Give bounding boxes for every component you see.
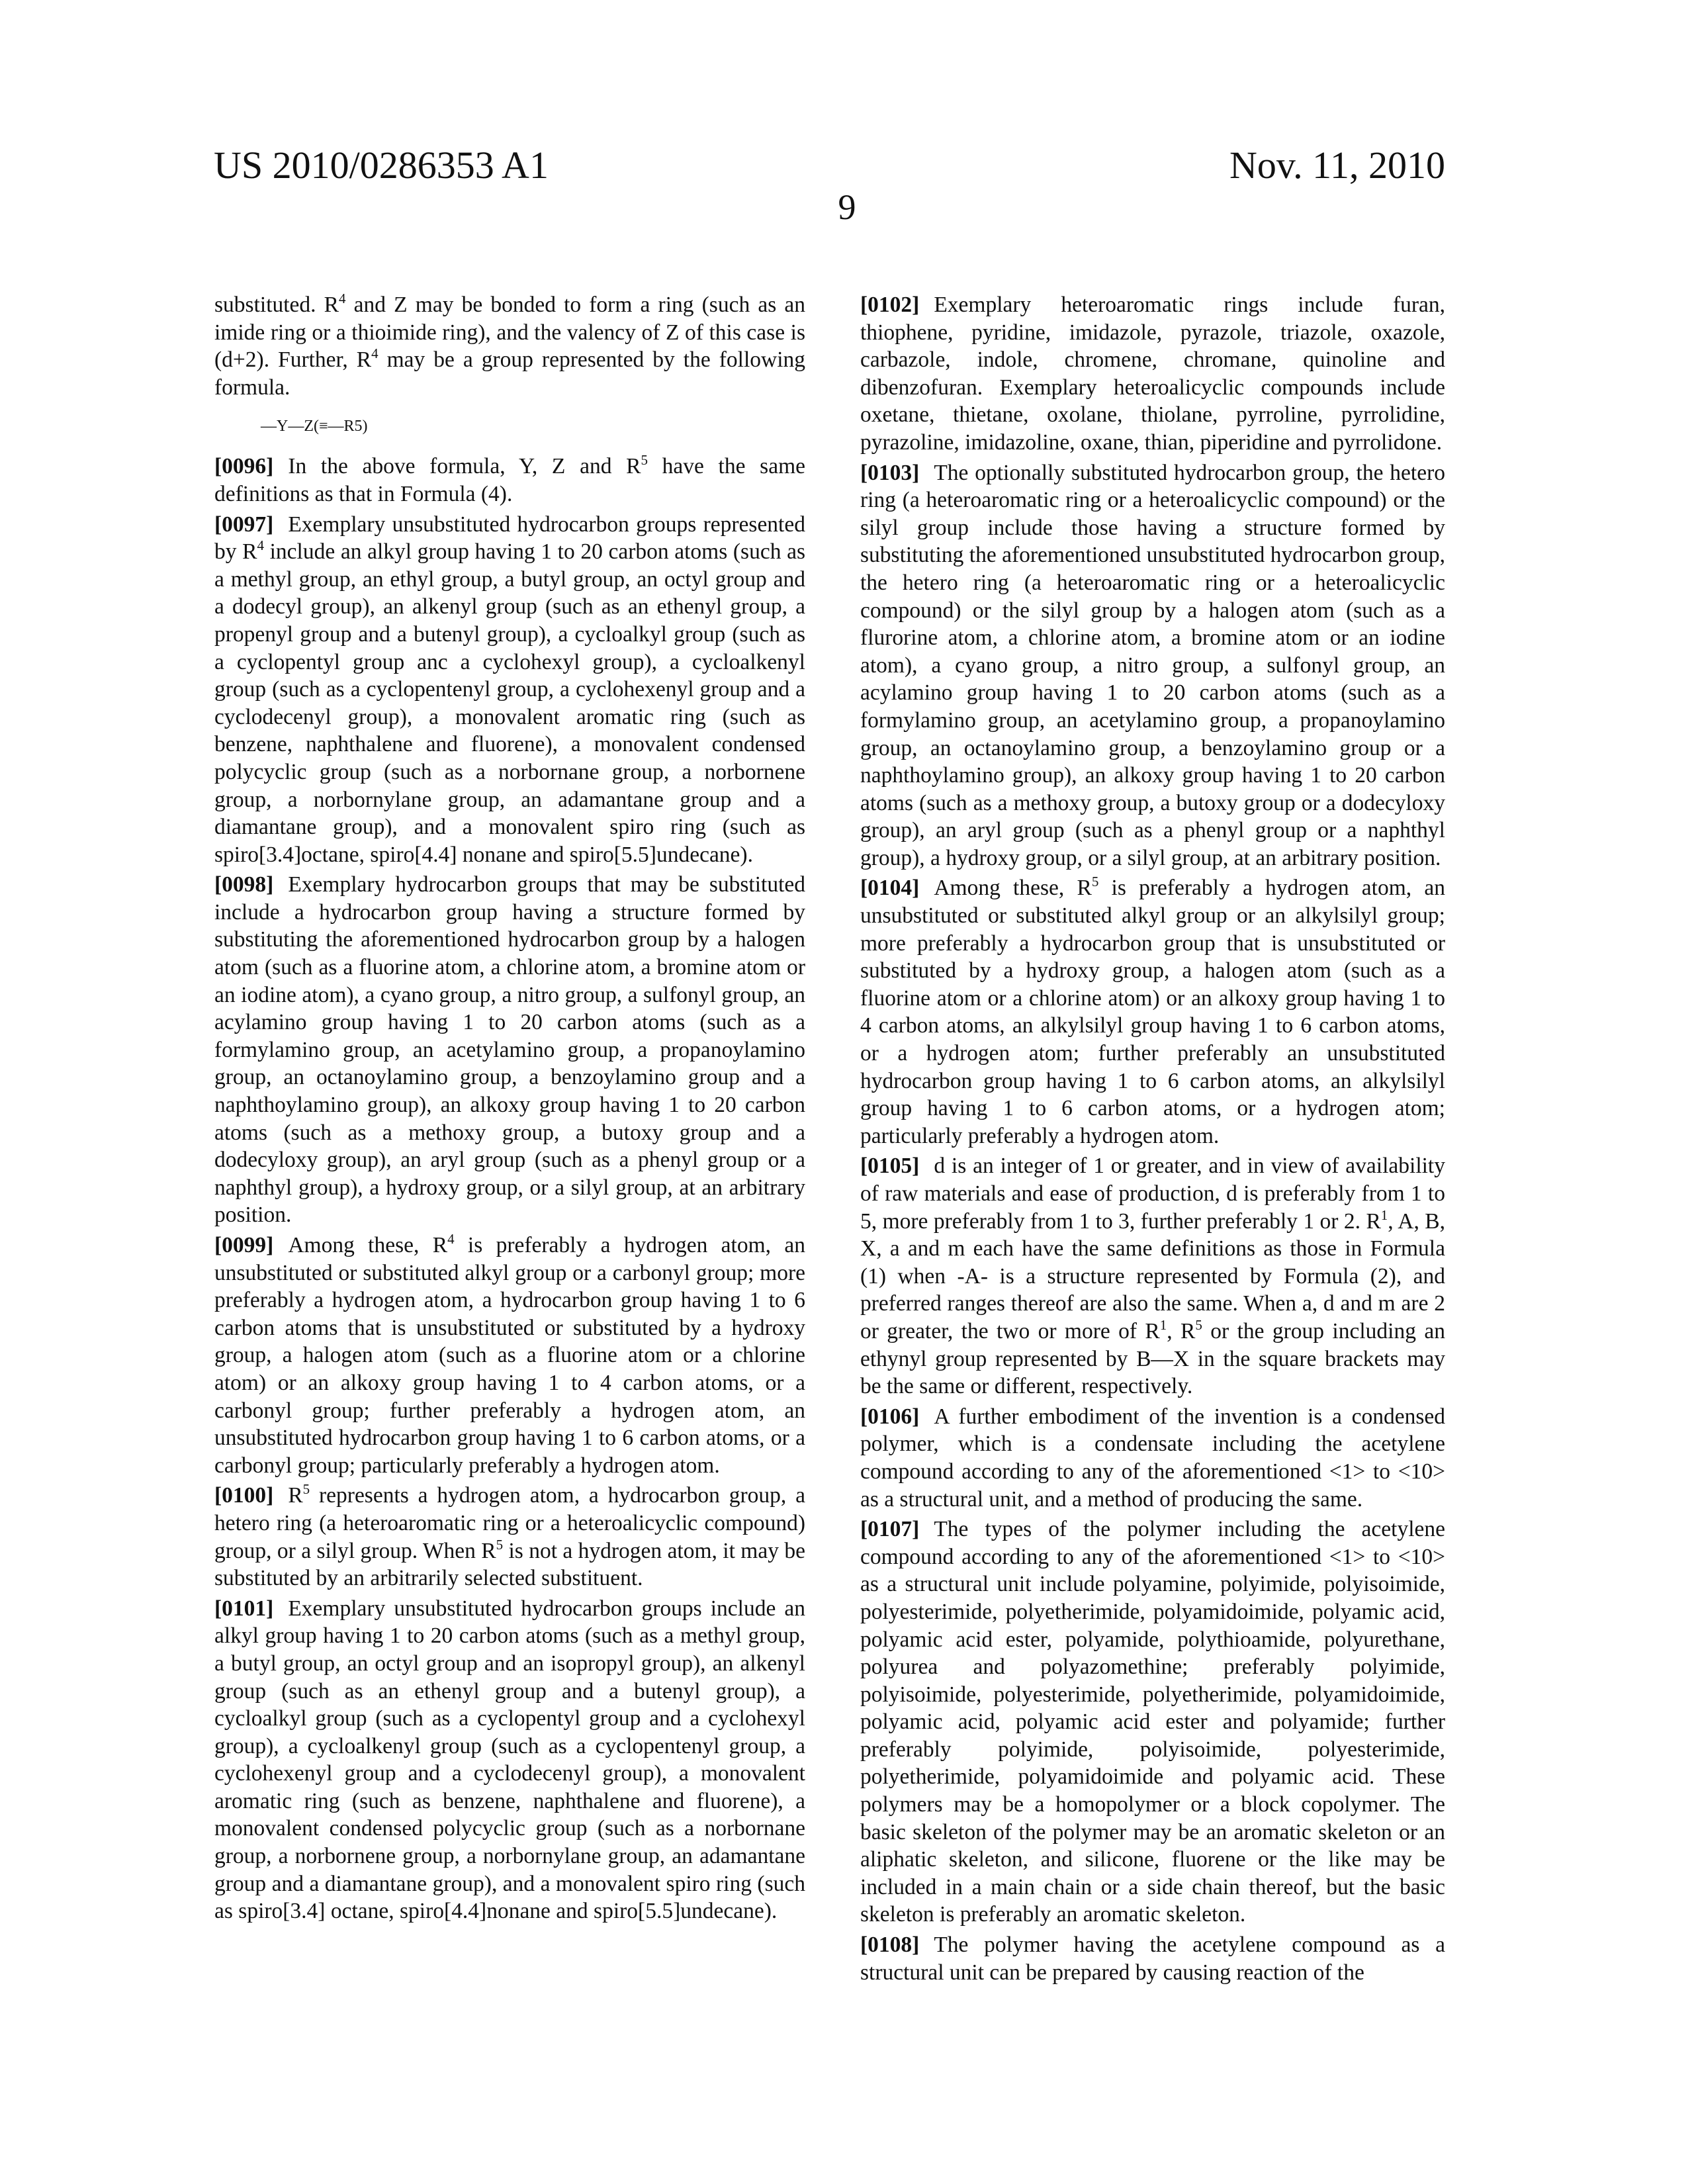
paragraph-text: In the above formula, Y, Z and R [288, 454, 641, 478]
paragraph-text: Exemplary unsubstituted hydrocarbon groups include an alkyl group having 1 to 20 carbon atoms (such as a methyl group, a butyl group, an octyl group and an isopropyl group), an alkenyl group (such as an ethenyl group and a butenyl group), a cycloalkyl group (such as a cyclopentyl group and a cyclohexyl group), a cycloalkenyl group (such as a cyclopentenyl group, a cyclohexenyl group and a cyclodecenyl group), a monovalent aromatic ring (such as benzene, naphthalene and fluorene), a monovalent condensed polycyclic group (such as a norbornane group, a norbornene group, a norbornylane group, an adamantane group and a diamantane group), and a monovalent spiro ring (such as spiro[3.4] octane, spiro[4.4]nonane and spiro[5.5]undecane). [214, 1596, 805, 1924]
paragraph-text: may be a group represented by the following formula. [214, 347, 805, 400]
page-number: 9 [0, 187, 1694, 228]
superscript: 1 [1160, 1317, 1167, 1333]
superscript: 5 [496, 1537, 504, 1553]
superscript: 4 [257, 537, 264, 553]
superscript: 5 [641, 452, 648, 468]
paragraph [214, 291, 805, 401]
paragraph-text: Exemplary unsubstituted hydrocarbon groups represented by R [214, 512, 805, 565]
paragraph-text: The types of the polymer including the acetylene compound according to any of the aforementioned <1> to <10> as a structural unit include polyamine, polyimide, polyisoimide, polyesterimide, polyetherimide, polyamidoimide, polyamic acid, polyamic acid ester, polyamide, polythioamide, polyurethane, polyurea and polyazomethine; preferably polyimide, polyisoimide, polyesterimide, polyetherimide, polyamidoimide, polyamic acid, polyamic acid ester and polyamide; further preferably polyimide, polyisoimide, polyesterimide, polyetherimide, polyamidoimide and polyamic acid. These polymers may be a homopolymer or a block copolymer. The basic skeleton of the polymer may be an aromatic skeleton or an aliphatic skeleton, and silicone, fluorene or the like may be included in a main chain or a side chain thereof, but the basic skeleton is preferably an aromatic skeleton. [860, 1517, 1445, 1927]
chemical-formula: —Y—Z(≡—R5) [214, 404, 805, 453]
paragraph [214, 871, 805, 1229]
paragraph [214, 1232, 805, 1479]
paragraph-number: [0105] [860, 1154, 919, 1178]
paragraph-text: or the group including an ethynyl group represented by B—X in the square brackets may be the same or different, respectively. [860, 1319, 1445, 1398]
left-column [214, 291, 805, 1928]
paragraph-text: The optionally substituted hydrocarbon group, the hetero ring (a heteroaromatic ring or a heteroalicyclic compound) or the silyl group include those having a structure formed by substituting the aforementioned unsubstituted hydrocarbon group, the hetero ring (a heteroaromatic ring or a heteroalicyclic compound) or the silyl group by a halogen atom (such as a flurorine atom, a chlorine atom, a bromine atom or an iodine atom), a cyano group, a nitro group, a sulfonyl group, an acylamino group having 1 to 20 carbon atoms (such as a formylamino group, an acetylamino group, a propanoylamino group, an octanoylamino group, a benzoylamino group or a naphthoylamino group), an alkoxy group having 1 to 20 carbon atoms (such as a methoxy group, a butoxy group or a dodecyloxy group), an aryl group (such as a phenyl group or a naphthyl group), a hydroxy group, or a silyl group, at an arbitrary position. [860, 461, 1445, 870]
publication-date: Nov. 11, 2010 [1229, 144, 1445, 187]
right-column [860, 291, 1445, 1989]
paragraph-text: Exemplary heteroaromatic rings include furan, thiophene, pyridine, imidazole, pyrazole, triazole, oxazole, carbazole, indole, chromene, chromane, quinoline and dibenzofuran. Exemplary heteroalicyclic compounds include oxetane, thietane, oxolane, thiolane, pyrroline, pyrrolidine, pyrazoline, imidazoline, oxane, thian, piperidine and pyrrolidone. [860, 293, 1445, 455]
superscript: 5 [1092, 874, 1099, 889]
paragraph-text: and Z may be bonded to form a ring (such as an imide ring or a thioimide ring), and the valency of Z of this case is (d+2). Further, R [214, 293, 805, 372]
paragraph-text: is preferably a hydrogen atom, an unsubstituted or substituted alkyl group or an alkylsilyl group; more preferably a hydrocarbon group that is unsubstituted or substituted by a hydroxy group, a halogen atom (such as a fluorine atom or a chlorine atom) or an alkoxy group having 1 to 4 carbon atoms, an alkylsilyl group having 1 to 6 carbon atoms, or a hydrogen atom; further preferably an unsubstituted hydrocarbon group having 1 to 6 carbon atoms, an alkylsilyl group having 1 to 6 carbon atoms, or a hydrogen atom; particularly preferably a hydrogen atom. [860, 876, 1445, 1148]
paragraph-text: Among these, R [934, 876, 1092, 900]
paragraph [860, 459, 1445, 872]
paragraph-text: d is an integer of 1 or greater, and in view of availability of raw materials and ease of production, d is preferably from 1 to 5, more preferably from 1 to 3, further preferably 1 or 2. R [860, 1154, 1445, 1233]
superscript: 4 [447, 1231, 455, 1247]
superscript: 5 [303, 1481, 310, 1497]
paragraph-text: is not a hydrogen atom, it may be substituted by an arbitrarily selected substituent. [214, 1539, 805, 1591]
paragraph-text: , R [1167, 1319, 1195, 1343]
paragraph-number: [0096] [214, 454, 273, 478]
paragraph-number: [0103] [860, 461, 919, 485]
paragraph-text: Exemplary hydrocarbon groups that may be substituted include a hydrocarbon group having a structure formed by substituting the aforementioned hydrocarbon group by a halogen atom (such as a fluorine atom, a chlorine atom, a bromine atom or an iodine atom), a cyano group, a nitro group, a sulfonyl group, an acylamino group having 1 to 20 carbon atoms (such as a formylamino group, an acetylamino group, a propanoylamino group, an octanoylamino group, a benzoylamino group and a naphthoylamino group), an alkoxy group having 1 to 20 carbon atoms (such as a methoxy group, a butoxy group and a dodecyloxy group), an aryl group (such as a phenyl group or a naphthyl group), a hydroxy group, or a silyl group, at an arbitrary position. [214, 872, 805, 1227]
paragraph-text: include an alkyl group having 1 to 20 carbon atoms (such as a methyl group, an ethyl group, a butyl group, an octyl group and a dodecyl group), an alkenyl group (such as an ethenyl group, a propenyl group and a butenyl group), a cycloalkyl group (such as a cyclopentyl group anc a cyclohexyl group), a cycloalkenyl group (such as a cyclopentenyl group, a cyclohexenyl group and a cyclodecenyl group), a monovalent aromatic ring (such as benzene, naphthalene and fluorene), a monovalent condensed polycyclic group (such as a norbornane group, a norbornene group, a norbornylane group, an adamantane group and a diamantane group), and a monovalent spiro ring (such as spiro[3.4]octane, spiro[4.4] nonane and spiro[5.5]undecane). [214, 539, 805, 867]
paragraph [860, 1152, 1445, 1400]
superscript: 1 [1381, 1207, 1388, 1223]
paragraph [860, 1403, 1445, 1513]
paragraph [214, 1482, 805, 1592]
paragraph-text: is preferably a hydrogen atom, an unsubstituted or substituted alkyl group or a carbonyl group; more preferably a hydrogen atom, a hydrocarbon group having 1 to 6 carbon atoms that is unsubstituted or substituted by a hydroxy group, a halogen atom (such as a fluorine atom or a chlorine atom) or an alkoxy group having 1 to 4 carbon atoms, or a carbonyl group; further preferably a hydrogen atom, an unsubstituted hydrocarbon group having 1 to 6 carbon atoms, or a carbonyl group; particularly preferably a hydrogen atom. [214, 1233, 805, 1478]
paragraph-number: [0097] [214, 512, 273, 537]
paragraph [860, 291, 1445, 457]
paragraph-text: A further embodiment of the invention is a condensed polymer, which is a condensate including the acetylene compound according to any of the aforementioned <1> to <10> as a structural unit, and a method of producing the same. [860, 1404, 1445, 1512]
paragraph-text: , A, B, X, a and m each have the same definitions as those in Formula (1) when -A- is a structure represented by Formula (2), and preferred ranges thereof are also the same. When a, d and m are 2 or greater, the two or more of R [860, 1209, 1445, 1343]
paragraph-number: [0107] [860, 1517, 919, 1541]
paragraph-number: [0106] [860, 1404, 919, 1429]
publication-number: US 2010/0286353 A1 [214, 144, 549, 187]
superscript: 5 [1195, 1317, 1202, 1333]
paragraph-text: The polymer having the acetylene compound as a structural unit can be prepared by causing reaction of the [860, 1933, 1445, 1985]
paragraph-text: have the same definitions as that in Formula (4). [214, 454, 805, 506]
paragraph-number: [0098] [214, 872, 273, 897]
paragraph [860, 1931, 1445, 1986]
paragraph [214, 511, 805, 869]
paragraph-text: Among these, R [288, 1233, 447, 1257]
superscript: 4 [339, 291, 346, 306]
paragraph-number: [0100] [214, 1483, 273, 1508]
superscript: 4 [371, 345, 379, 361]
paragraph-number: [0104] [860, 876, 919, 900]
paragraph [860, 874, 1445, 1150]
paragraph-number: [0108] [860, 1933, 919, 1957]
paragraph [214, 453, 805, 508]
paragraph-number: [0101] [214, 1596, 273, 1621]
paragraph [860, 1516, 1445, 1929]
paragraph [214, 1595, 805, 1925]
paragraph-text: R [288, 1483, 302, 1508]
paragraph-number: [0102] [860, 293, 919, 317]
paragraph-number: [0099] [214, 1233, 273, 1257]
paragraph-text: represents a hydrogen atom, a hydrocarbon group, a hetero ring (a heteroaromatic ring or a heteroalicyclic compound) group, or a silyl group. When R [214, 1483, 805, 1563]
paragraph-text: substituted. R [214, 293, 339, 317]
